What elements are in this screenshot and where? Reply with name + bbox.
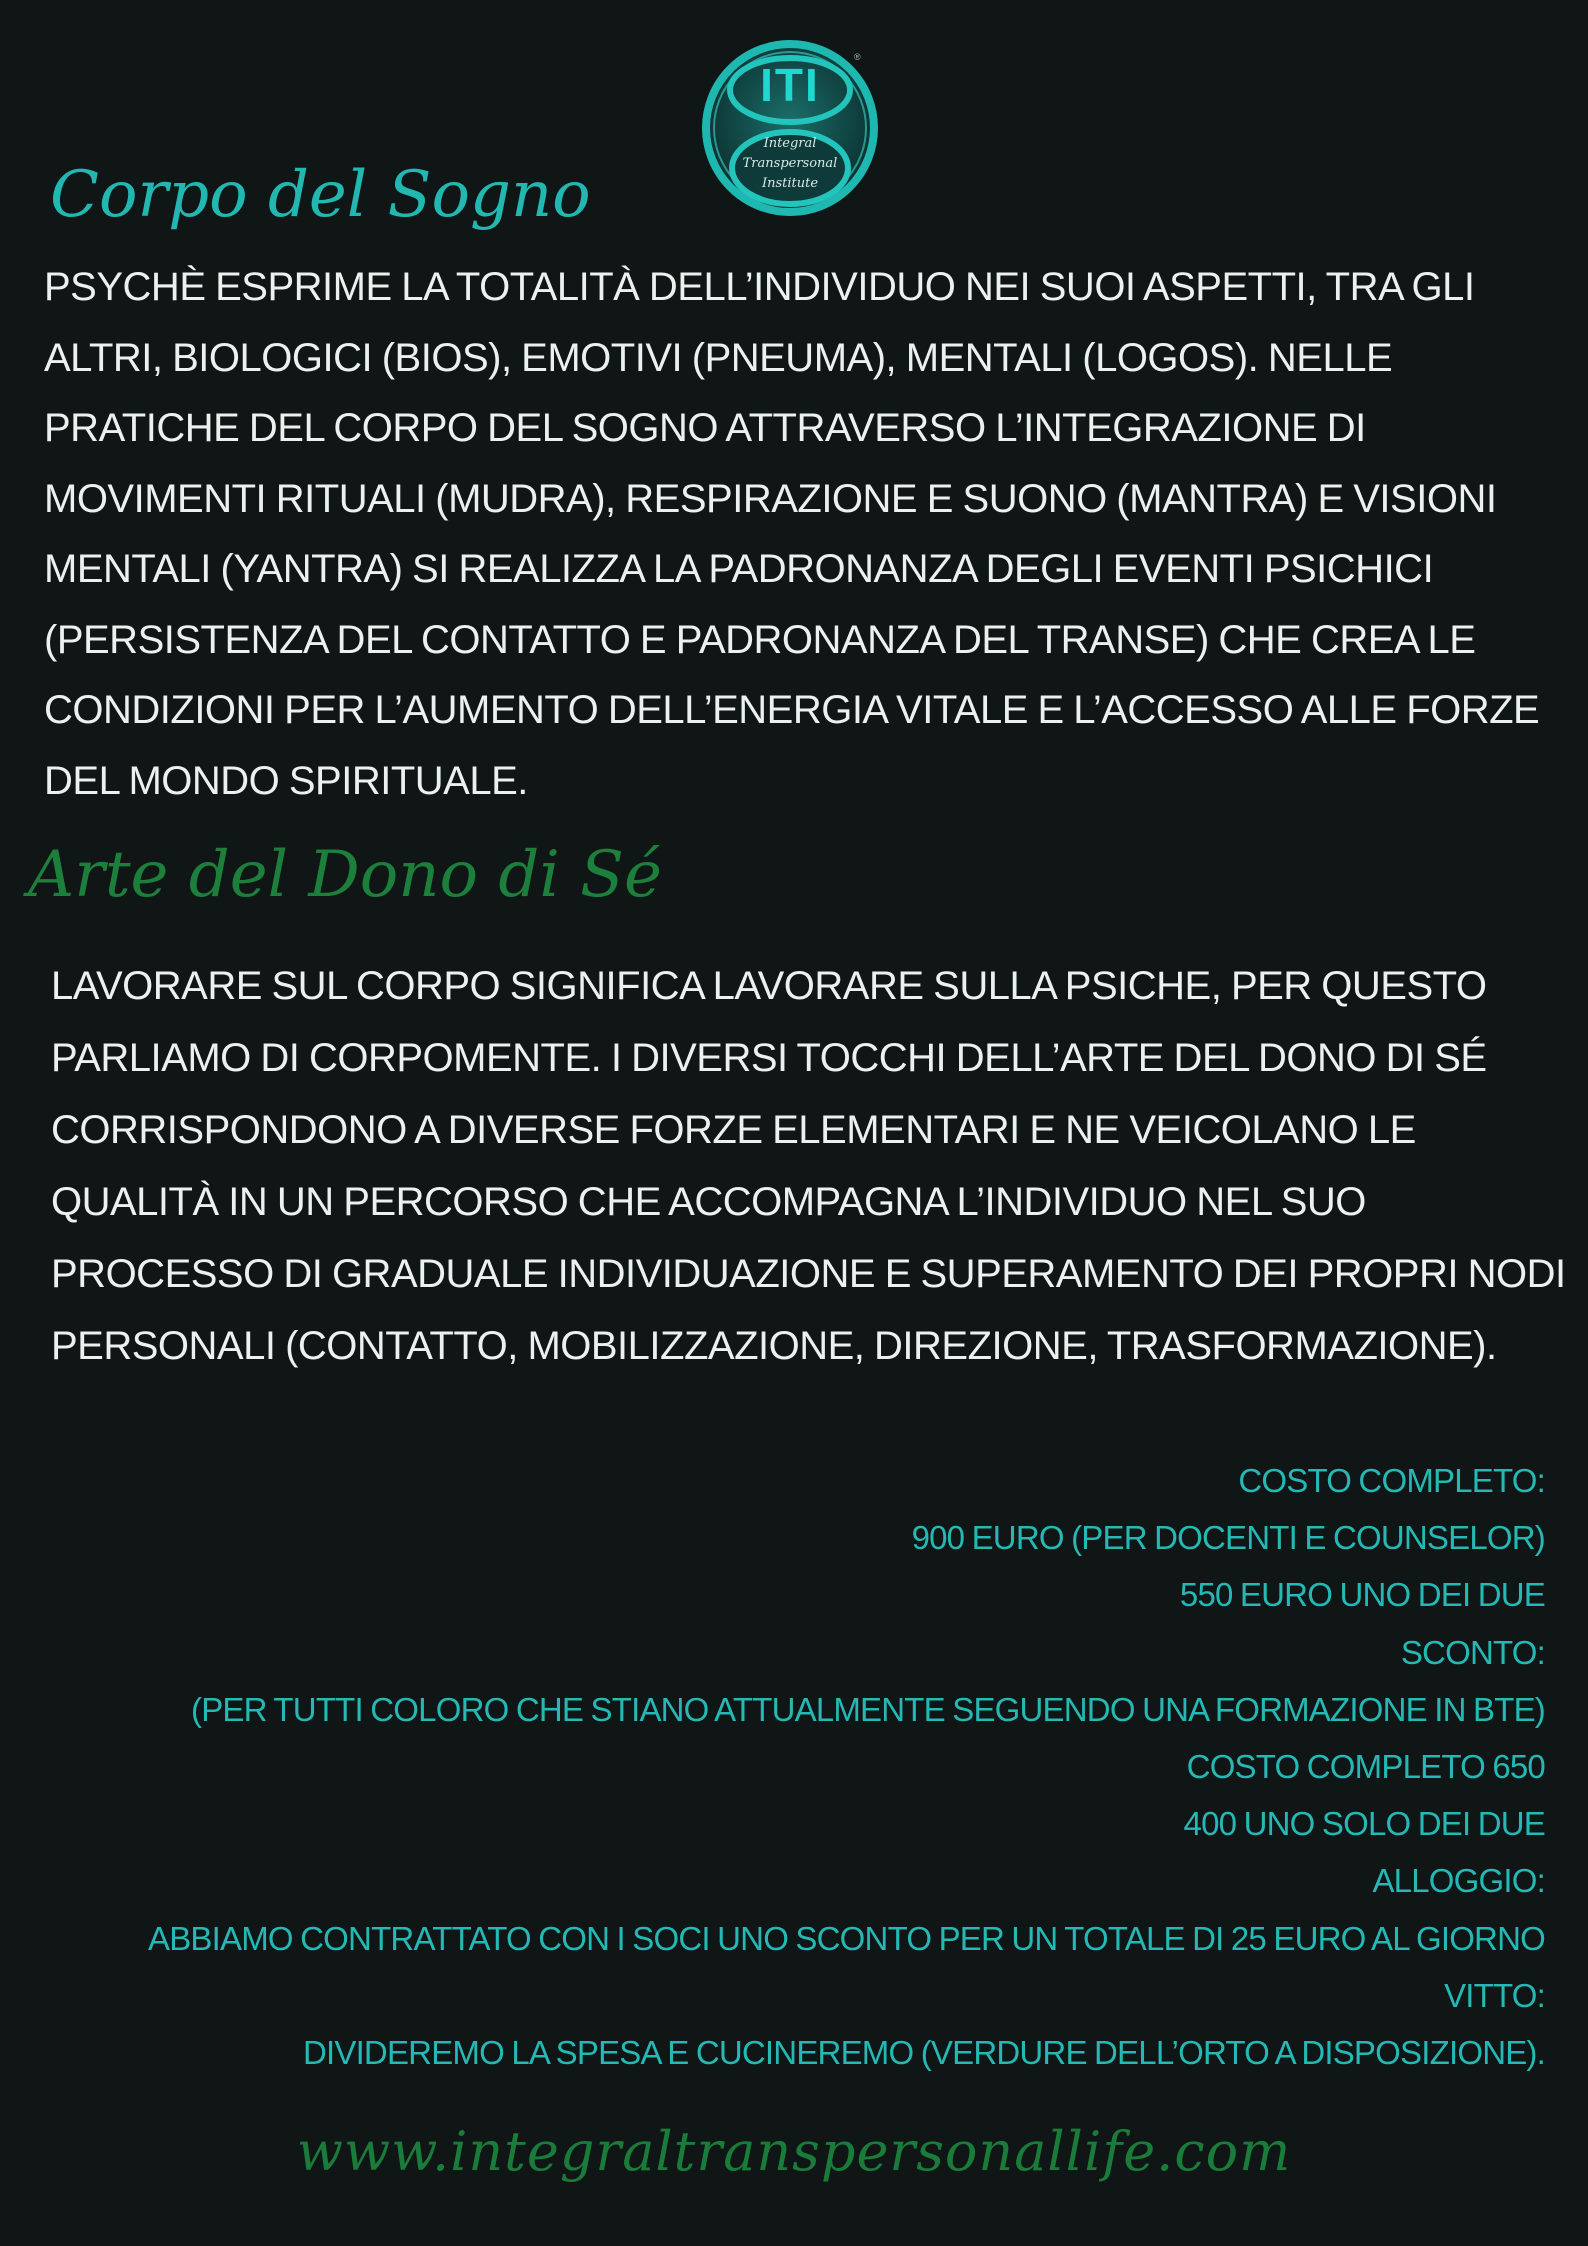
section-paragraph-corpo-del-sogno: PSYCHÈ ESPRIME LA TOTALITÀ DELL’INDIVIDUO NEI SUOI ASPETTI, TRA GLI ALTRI, BIOLOGICI (BIOS), EMOTIVI (PNEUMA), MENTALI (LOGOS). NELLE PRATICHE DEL CORPO DEL SOGNO ATTRAVERSO L’INTEGRAZIONE DI MOVIMENTI RITUALI (MUDRA), RESPIRAZIONE E SUONO (MANTRA) E VISIONI MENTALI (YANTRA) SI REALIZZA LA PADRONANZA DEGLI EVENTI PSICHICI (PERSISTENZA DEL CONTATTO E PADRONANZA DEL TRANSE) CHE CREA LE CONDIZIONI PER L’AUMENTO DELL’ENERGIA VITALE E L’ACCESSO ALLE FORZE DEL MONDO SPIRITUALE.	[44, 265, 1540, 803]
pricing-info-list	[25, 1452, 1545, 2081]
info-line: ABBIAMO CONTRATTATO CON I SOCI UNO SCONTO PER UN TOTALE DI 25 EURO AL GIORNO	[148, 1919, 1545, 1957]
info-line: COSTO COMPLETO 650	[1186, 1748, 1545, 1786]
info-line: 900 EURO (PER DOCENTI E COUNSELOR)	[911, 1519, 1545, 1557]
section-heading-arte-del-dono: Arte del Dono di Sé	[28, 838, 662, 912]
info-line: ALLOGGIO:	[1372, 1862, 1545, 1900]
logo-subtitle-line: Transpersonal	[742, 156, 838, 171]
registered-mark: ®	[854, 52, 861, 62]
info-line: VITTO:	[1444, 1976, 1545, 2014]
info-line: SCONTO:	[1400, 1633, 1545, 1671]
logo-subtitle-line: Institute	[761, 176, 819, 191]
info-line: COSTO COMPLETO:	[1238, 1462, 1545, 1499]
logo-subtitle-line: Integral	[763, 136, 817, 151]
info-line: 400 UNO SOLO DEI DUE	[1183, 1805, 1545, 1843]
logo-subtitle	[730, 134, 850, 194]
info-line: DIVIDEREMO LA SPESA E CUCINEREMO (VERDURE DELL’ORTO A DISPOSIZIONE).	[302, 2034, 1545, 2072]
website-link[interactable]: www.integraltranspersonallife.com	[296, 2120, 1292, 2183]
iti-logo-icon	[700, 38, 880, 218]
logo-title: ITI	[760, 59, 820, 111]
info-line: (PER TUTTI COLORO CHE STIANO ATTUALMENTE SEGUENDO UNA FORMAZIONE IN BTE)	[191, 1690, 1545, 1728]
section-heading-corpo-del-sogno: Corpo del Sogno	[50, 158, 591, 232]
section-paragraph-arte-del-dono: LAVORARE SUL CORPO SIGNIFICA LAVORARE SULLA PSICHE, PER QUESTO PARLIAMO DI CORPOMENTE. I DIVERSI TOCCHI DELL’ARTE DEL DONO DI SÉ CORRISPONDONO A DIVERSE FORZE ELEMENTARI E NE VEICOLANO LE QUALITÀ IN UN PERCORSO CHE ACCOMPAGNA L’INDIVIDUO NEL SUO PROCESSO DI GRADUALE INDIVIDUAZIONE E SUPERAMENTO DEI PROPRI NODI PERSONALI (CONTATTO, MOBILIZZAZIONE, DIREZIONE, TRASFORMAZIONE).	[51, 964, 1566, 1368]
info-line: 550 EURO UNO DEI DUE	[1179, 1576, 1545, 1614]
